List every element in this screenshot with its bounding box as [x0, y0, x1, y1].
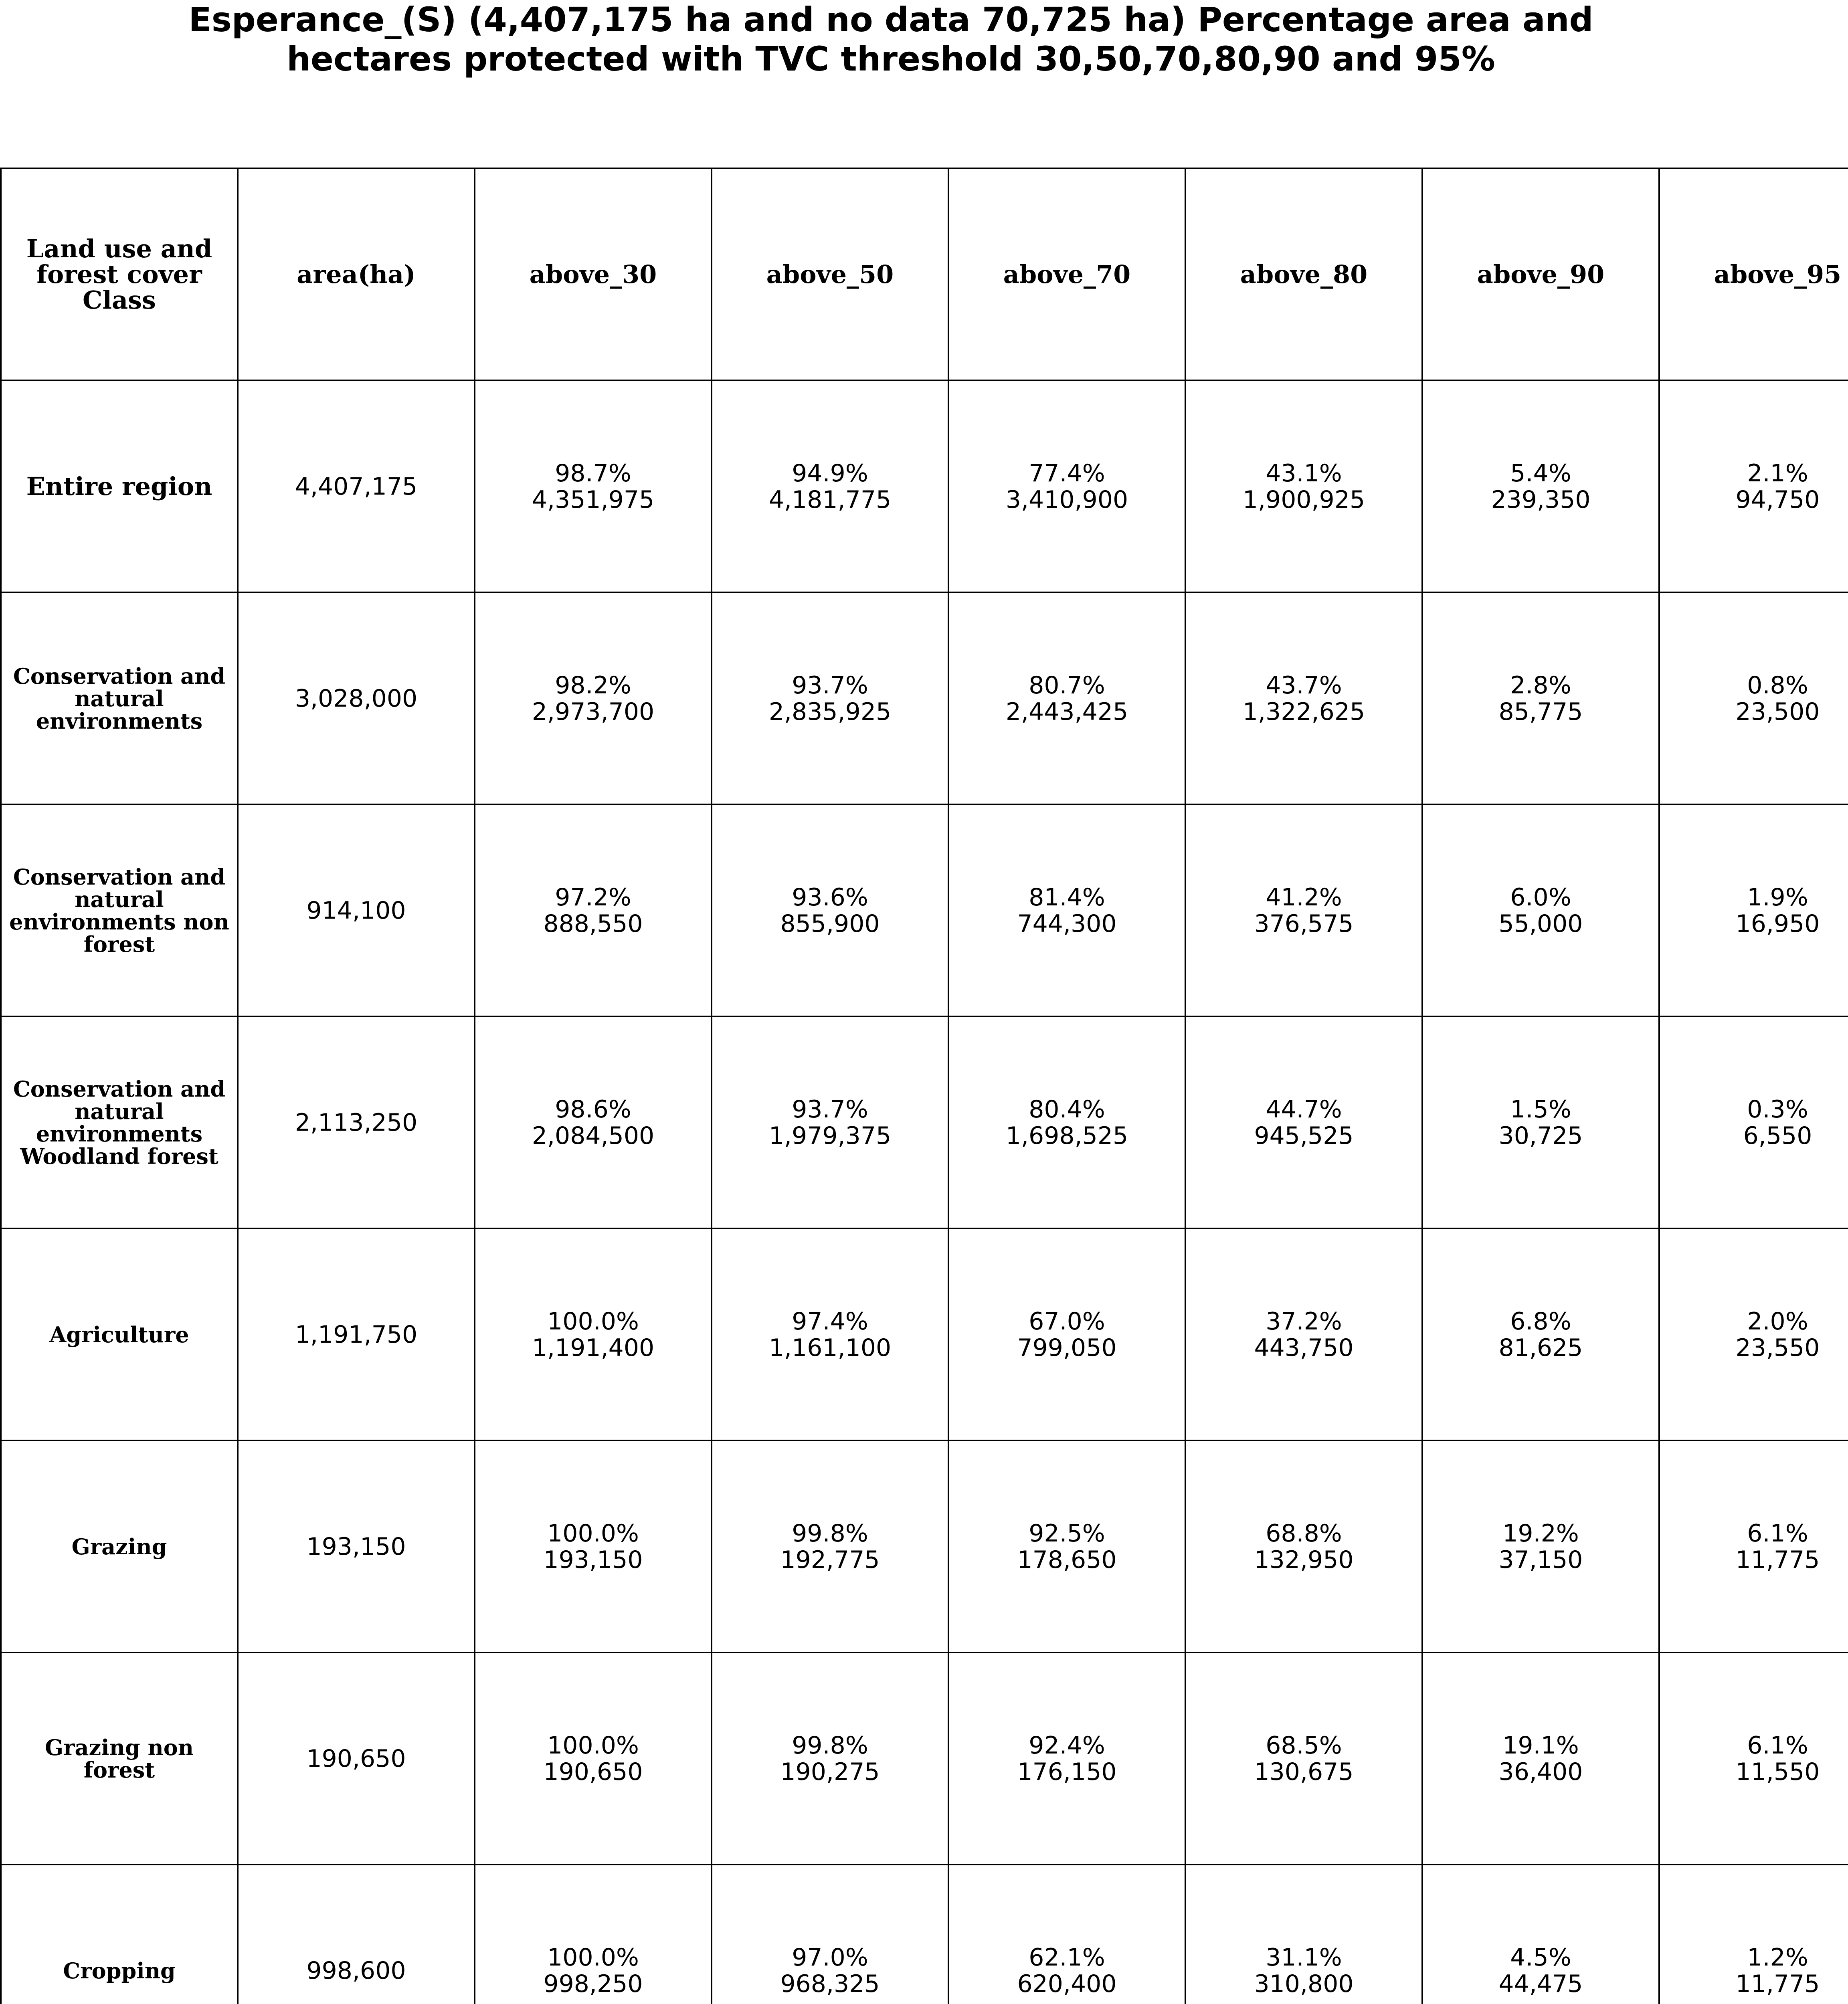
- hectare-value: 190,650: [543, 1758, 643, 1786]
- percent-value: 6.1%: [1747, 1519, 1808, 1547]
- percent-value: 5.4%: [1510, 459, 1571, 487]
- hectare-value: 6,550: [1743, 1121, 1812, 1150]
- threshold-cell: [1185, 1440, 1422, 1652]
- threshold-cell: [712, 380, 948, 592]
- threshold-cell: [948, 1865, 1185, 2004]
- hectare-value: 16,950: [1735, 909, 1820, 938]
- table-row: [1, 380, 1848, 592]
- percent-value: 0.8%: [1747, 671, 1808, 699]
- threshold-cell: [475, 592, 712, 804]
- row-class-label: Cropping: [1, 1865, 238, 2004]
- threshold-cell: [712, 592, 948, 804]
- hectare-value: 1,191,400: [532, 1333, 655, 1362]
- hectare-value: 744,300: [1017, 909, 1117, 938]
- column-header-above-30: above_30: [475, 168, 712, 380]
- area-cell: 1,191,750: [238, 1228, 475, 1440]
- percent-value: 98.7%: [555, 459, 631, 487]
- hectare-value: 193,150: [543, 1545, 643, 1574]
- percent-value: 93.6%: [792, 883, 868, 911]
- hectare-value: 310,800: [1254, 1970, 1354, 1998]
- hectare-value: 2,835,925: [768, 697, 892, 726]
- hectare-value: 799,050: [1017, 1333, 1117, 1362]
- percent-value: 99.8%: [792, 1519, 868, 1547]
- threshold-cell: [948, 1016, 1185, 1228]
- hectare-value: 190,275: [780, 1758, 880, 1786]
- hectare-value: 11,775: [1735, 1545, 1820, 1574]
- column-header-above-95: above_95: [1659, 168, 1848, 380]
- hectare-value: 998,250: [543, 1970, 643, 1998]
- percent-value: 93.7%: [792, 671, 868, 699]
- title-line-1: Esperance_(S) (4,407,175 ha and no data 70,725 ha) Percentage area and: [188, 0, 1593, 39]
- hectare-value: 3,410,900: [1005, 485, 1128, 514]
- percent-value: 94.9%: [792, 459, 868, 487]
- percent-value: 68.8%: [1266, 1519, 1342, 1547]
- threshold-cell: [948, 1440, 1185, 1652]
- threshold-cell: [1185, 1016, 1422, 1228]
- area-cell: 914,100: [238, 804, 475, 1016]
- hectare-value: 1,979,375: [768, 1121, 892, 1150]
- percent-value: 2.0%: [1747, 1307, 1808, 1335]
- threshold-cell: [1422, 380, 1659, 592]
- threshold-cell: [948, 592, 1185, 804]
- threshold-cell: [1659, 804, 1848, 1016]
- threshold-cell: [1422, 1865, 1659, 2004]
- hectare-value: 2,973,700: [532, 697, 655, 726]
- hectare-value: 945,525: [1254, 1121, 1354, 1150]
- column-header-above-90: above_90: [1422, 168, 1659, 380]
- percent-value: 37.2%: [1266, 1307, 1342, 1335]
- percent-value: 93.7%: [792, 1095, 868, 1123]
- percent-value: 98.2%: [555, 671, 631, 699]
- threshold-cell: [1185, 1865, 1422, 2004]
- hectare-value: 620,400: [1017, 1970, 1117, 1998]
- percent-value: 2.8%: [1510, 671, 1571, 699]
- row-class-label: Conservation and natural environments: [1, 592, 238, 804]
- hectare-value: 23,500: [1735, 697, 1820, 726]
- percent-value: 97.2%: [555, 883, 631, 911]
- area-cell: 190,650: [238, 1652, 475, 1865]
- threshold-cell: [712, 1016, 948, 1228]
- threshold-cell: [1659, 1865, 1848, 2004]
- percent-value: 6.0%: [1510, 883, 1571, 911]
- table-row: [1, 592, 1848, 804]
- threshold-cell: [1659, 592, 1848, 804]
- hectare-value: 239,350: [1491, 485, 1591, 514]
- table-row: [1, 1865, 1848, 2004]
- threshold-cell: [475, 380, 712, 592]
- percent-value: 44.7%: [1266, 1095, 1342, 1123]
- threshold-cell: [1422, 1440, 1659, 1652]
- hectare-value: 23,550: [1735, 1333, 1820, 1362]
- table-row: [1, 804, 1848, 1016]
- percent-value: 0.3%: [1747, 1095, 1808, 1123]
- threshold-cell: [1422, 1228, 1659, 1440]
- percent-value: 67.0%: [1029, 1307, 1105, 1335]
- hectare-value: 94,750: [1735, 485, 1820, 514]
- row-class-label: Conservation and natural environments non forest: [1, 804, 238, 1016]
- column-header-above-70: above_70: [948, 168, 1185, 380]
- hectare-value: 4,181,775: [768, 485, 892, 514]
- row-class-label: Entire region: [1, 380, 238, 592]
- hectare-value: 968,325: [780, 1970, 880, 1998]
- threshold-cell: [475, 1865, 712, 2004]
- percent-value: 68.5%: [1266, 1731, 1342, 1760]
- threshold-cell: [475, 1440, 712, 1652]
- hectare-value: 376,575: [1254, 909, 1354, 938]
- percent-value: 92.5%: [1029, 1519, 1105, 1547]
- percent-value: 2.1%: [1747, 459, 1808, 487]
- hectare-value: 30,725: [1498, 1121, 1583, 1150]
- percent-value: 100.0%: [547, 1731, 639, 1760]
- threshold-cell: [948, 380, 1185, 592]
- area-cell: 3,028,000: [238, 592, 475, 804]
- hectare-value: 176,150: [1017, 1758, 1117, 1786]
- threshold-cell: [712, 1440, 948, 1652]
- percent-value: 31.1%: [1266, 1943, 1342, 1972]
- hectare-value: 1,322,625: [1242, 697, 1365, 726]
- hectare-value: 855,900: [780, 909, 880, 938]
- area-cell: 4,407,175: [238, 380, 475, 592]
- column-header-above-80: above_80: [1185, 168, 1422, 380]
- hectare-value: 2,084,500: [532, 1121, 655, 1150]
- title-line-2: hectares protected with TVC threshold 30,50,70,80,90 and 95%: [287, 39, 1495, 79]
- table-row: [1, 1016, 1848, 1228]
- hectare-value: 443,750: [1254, 1333, 1354, 1362]
- percent-value: 100.0%: [547, 1519, 639, 1547]
- percent-value: 97.4%: [792, 1307, 868, 1335]
- hectare-value: 2,443,425: [1005, 697, 1128, 726]
- percent-value: 1.9%: [1747, 883, 1808, 911]
- threshold-cell: [1659, 1016, 1848, 1228]
- threshold-cell: [1422, 592, 1659, 804]
- row-class-label: Grazing: [1, 1440, 238, 1652]
- row-class-label: Conservation and natural environments Woodland forest: [1, 1016, 238, 1228]
- threshold-cell: [1659, 1228, 1848, 1440]
- hectare-value: 1,698,525: [1005, 1121, 1128, 1150]
- threshold-cell: [948, 1228, 1185, 1440]
- row-class-label: Agriculture: [1, 1228, 238, 1440]
- threshold-cell: [1185, 1652, 1422, 1865]
- area-cell: 2,113,250: [238, 1016, 475, 1228]
- threshold-cell: [475, 1652, 712, 1865]
- hectare-value: 44,475: [1498, 1970, 1583, 1998]
- page-title: [0, 0, 1782, 79]
- percent-value: 80.7%: [1029, 671, 1105, 699]
- percent-value: 97.0%: [792, 1943, 868, 1972]
- threshold-cell: [1659, 1440, 1848, 1652]
- hectare-value: 192,775: [780, 1545, 880, 1574]
- percent-value: 80.4%: [1029, 1095, 1105, 1123]
- percent-value: 100.0%: [547, 1943, 639, 1972]
- threshold-cell: [712, 804, 948, 1016]
- threshold-cell: [1422, 1016, 1659, 1228]
- threshold-cell: [475, 804, 712, 1016]
- percent-value: 100.0%: [547, 1307, 639, 1335]
- percent-value: 81.4%: [1029, 883, 1105, 911]
- percent-value: 62.1%: [1029, 1943, 1105, 1972]
- hectare-value: 132,950: [1254, 1545, 1354, 1574]
- hectare-value: 11,775: [1735, 1970, 1820, 1998]
- hectare-value: 55,000: [1498, 909, 1583, 938]
- area-cell: 193,150: [238, 1440, 475, 1652]
- percent-value: 4.5%: [1510, 1943, 1571, 1972]
- threshold-cell: [1185, 592, 1422, 804]
- threshold-cell: [948, 804, 1185, 1016]
- percent-value: 98.6%: [555, 1095, 631, 1123]
- hectare-value: 130,675: [1254, 1758, 1354, 1786]
- percent-value: 1.5%: [1510, 1095, 1571, 1123]
- percent-value: 6.1%: [1747, 1731, 1808, 1760]
- percent-value: 1.2%: [1747, 1943, 1808, 1972]
- threshold-cell: [712, 1865, 948, 2004]
- percent-value: 77.4%: [1029, 459, 1105, 487]
- hectare-value: 888,550: [543, 909, 643, 938]
- percent-value: 99.8%: [792, 1731, 868, 1760]
- hectare-value: 37,150: [1498, 1545, 1583, 1574]
- percent-value: 19.1%: [1502, 1731, 1579, 1760]
- threshold-cell: [1185, 804, 1422, 1016]
- threshold-cell: [1659, 380, 1848, 592]
- percent-value: 92.4%: [1029, 1731, 1105, 1760]
- threshold-cell: [475, 1228, 712, 1440]
- table-body: [1, 380, 1848, 2004]
- row-class-label: Grazing non forest: [1, 1652, 238, 1865]
- threshold-cell: [475, 1016, 712, 1228]
- column-header-area: area(ha): [238, 168, 475, 380]
- threshold-cell: [1422, 804, 1659, 1016]
- threshold-cell: [1659, 1652, 1848, 1865]
- header-row: [1, 168, 1848, 380]
- hectare-value: 81,625: [1498, 1333, 1583, 1362]
- threshold-cell: [712, 1652, 948, 1865]
- hectare-value: 4,351,975: [532, 485, 655, 514]
- hectare-value: 11,550: [1735, 1758, 1820, 1786]
- threshold-cell: [1185, 380, 1422, 592]
- threshold-cell: [1185, 1228, 1422, 1440]
- table-row: [1, 1652, 1848, 1865]
- hectare-value: 85,775: [1498, 697, 1583, 726]
- percent-value: 43.1%: [1266, 459, 1342, 487]
- table-row: [1, 1440, 1848, 1652]
- percent-value: 41.2%: [1266, 883, 1342, 911]
- percent-value: 43.7%: [1266, 671, 1342, 699]
- hectare-value: 1,900,925: [1242, 485, 1365, 514]
- hectare-value: 178,650: [1017, 1545, 1117, 1574]
- percent-value: 19.2%: [1502, 1519, 1579, 1547]
- data-table: [0, 168, 1848, 2004]
- column-header-class: Land use and forest cover Class: [1, 168, 238, 380]
- threshold-cell: [1422, 1652, 1659, 1865]
- percent-value: 6.8%: [1510, 1307, 1571, 1335]
- table-row: [1, 1228, 1848, 1440]
- area-cell: 998,600: [238, 1865, 475, 2004]
- threshold-cell: [948, 1652, 1185, 1865]
- hectare-value: 1,161,100: [768, 1333, 892, 1362]
- threshold-cell: [712, 1228, 948, 1440]
- hectare-value: 36,400: [1498, 1758, 1583, 1786]
- column-header-above-50: above_50: [712, 168, 948, 380]
